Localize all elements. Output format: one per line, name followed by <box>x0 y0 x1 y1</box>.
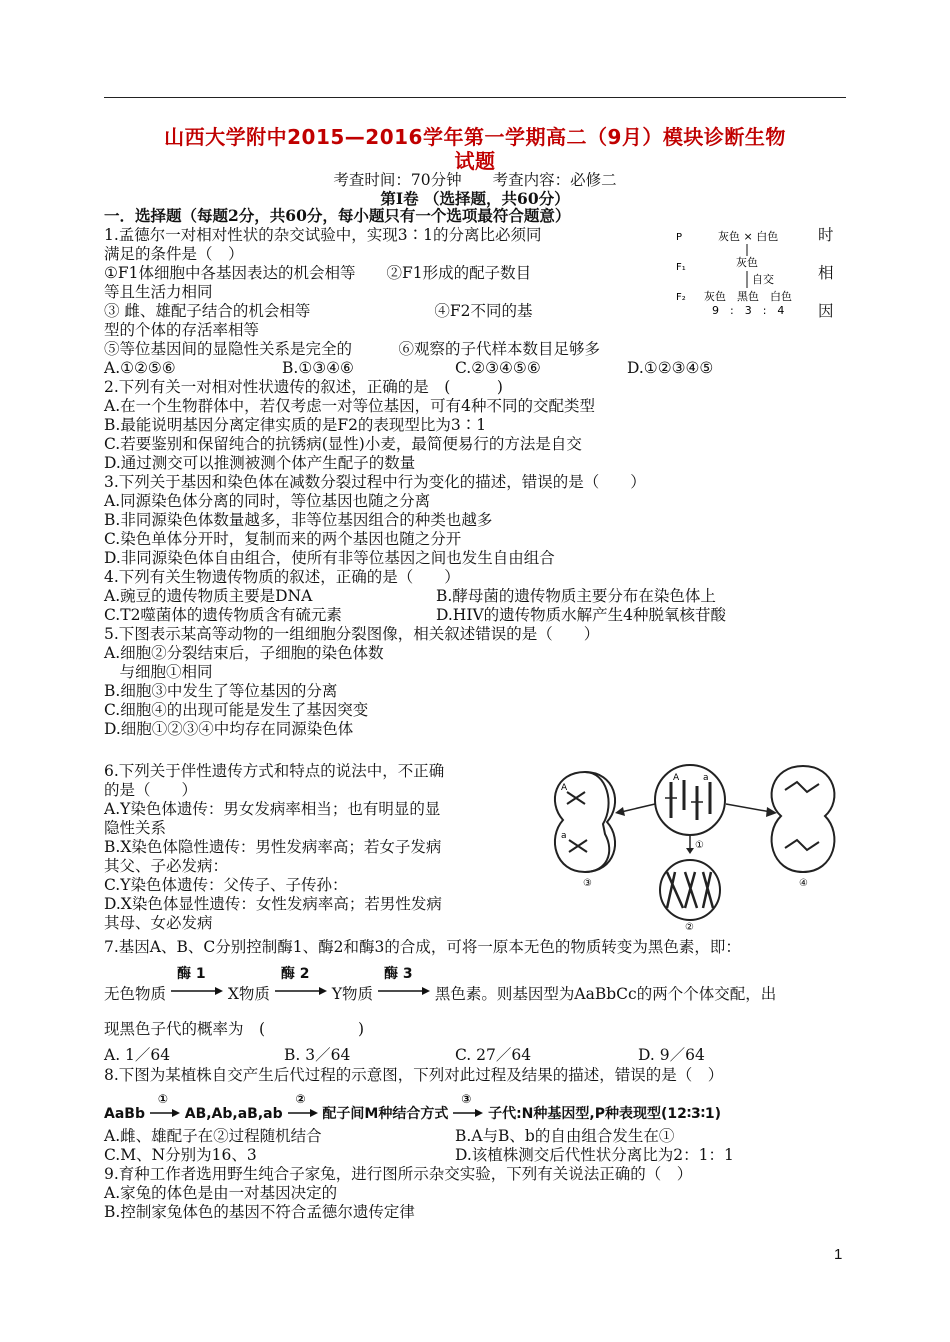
q4-stem: 4.下列有关生物遗传物质的叙述，正确的是（ ） <box>104 568 460 586</box>
cell-4 <box>772 766 835 889</box>
q8-offspring: 子代:N种基因型,P种表现型(12∶3∶1) <box>488 1106 721 1122</box>
q5-stem: 5.下图表示某高等动物的一组细胞分裂图像，相关叙述错误的是（ ） <box>104 625 600 643</box>
q7-option-c[interactable]: C. 27／64 <box>455 1046 532 1064</box>
q6-option-b[interactable]: B.X染色体隐性遗传：男性发病率高；若女子发病 <box>104 838 442 856</box>
q8-process-diagram <box>104 1092 721 1124</box>
q9-option-b[interactable]: B.控制家兔体色的基因不符合孟德尔遗传定律 <box>104 1203 415 1221</box>
q1-line-5: ③ 雌、雄配子结合的机会相等 ④F2不同的基 <box>104 302 533 320</box>
q8-parent-genotype: AaBb <box>104 1106 145 1122</box>
header-rule <box>104 97 846 98</box>
q5-option-b[interactable]: B.细胞③中发生了等位基因的分离 <box>104 682 338 700</box>
q2-stem: 2.下列有关一对相对性状遗传的叙述，正确的是 ( ) <box>104 378 503 396</box>
fig1-f1-label: F₁ <box>676 262 686 273</box>
q2-option-d[interactable]: D.通过测交可以推测被测个体产生配子的数量 <box>104 454 416 472</box>
q7-question: 现黑色子代的概率为 ( ) <box>104 1020 365 1038</box>
q7-enzyme-2-arrow <box>275 966 327 1001</box>
q2-option-a[interactable]: A.在一个生物群体中，若仅考虑一对等位基因，可有4种不同的交配类型 <box>104 397 595 415</box>
q4-option-a[interactable]: A.豌豆的遗传物质主要是DNA <box>104 587 313 605</box>
q2-option-b[interactable]: B.最能说明基因分离定律实质的是F2的表现型比为3∶1 <box>104 416 487 434</box>
fig1-selfing: 自交 <box>752 273 774 286</box>
q5-option-c[interactable]: C.细胞④的出现可能是发生了基因突变 <box>104 701 369 719</box>
q5-option-d[interactable]: D.细胞①②③④中均存在同源染色体 <box>104 720 354 738</box>
q6-option-c[interactable]: C.Y染色体遗传：父传子、子传孙： <box>104 876 348 894</box>
q8-combinations: 配子间M种结合方式 <box>322 1106 449 1122</box>
q6-option-d-cont: 其母、女必发病 <box>104 914 213 932</box>
fig1-p-cross: 灰色 × 白色 <box>718 230 779 243</box>
q7-option-b[interactable]: B. 3／64 <box>284 1046 351 1064</box>
cross-diagram <box>670 222 812 318</box>
q3-option-b[interactable]: B.非同源染色体数量越多，非等位基因组合的种类也越多 <box>104 511 493 529</box>
q7-substance-colorless: 无色物质 <box>104 985 167 1003</box>
fig1-f2-values: 灰色 黑色 白色 <box>704 290 792 303</box>
q7-substance-y: Y物质 <box>331 985 374 1003</box>
cell-3-gene-A: A <box>561 783 568 793</box>
q6-stem-line-1: 6.下列关于伴性遗传方式和特点的说法中，不正确 <box>104 762 445 780</box>
cell-1-gene-A: A <box>673 773 680 783</box>
q6-stem-line-2: 的是（ ） <box>104 781 198 799</box>
q1-line-4: 等且生活力相同 <box>104 283 213 301</box>
q6-option-a[interactable]: A.Y染色体遗传：男女发病率相当；也有明显的显 <box>104 800 441 818</box>
q1-option-c[interactable]: C.②③④⑤⑥ <box>455 359 541 377</box>
q7-enzyme-3-label: 酶 3 <box>383 966 413 982</box>
q9-option-a[interactable]: A.家兔的体色是由一对基因决定的 <box>104 1184 338 1202</box>
q2-option-c[interactable]: C.若要鉴别和保留纯合的抗锈病(显性)小麦，最简便易行的方法是自交 <box>104 435 582 453</box>
q1-line-3-end: 相 <box>818 264 834 282</box>
q7-pathway <box>104 966 777 1005</box>
volume-heading: 第Ⅰ卷 （选择题，共60分） <box>380 189 570 208</box>
cell-1 <box>655 765 725 854</box>
cell-3-gene-a: a <box>561 831 567 841</box>
q1-line-3: ①F1体细胞中各基因表达的机会相等 ②F1形成的配子数目 <box>104 264 532 282</box>
q1-line-6: 型的个体的存活率相等 <box>104 321 260 339</box>
q6-option-a-cont: 隐性关系 <box>104 819 167 837</box>
title-line-2: 试题 <box>454 149 496 173</box>
q4-option-c[interactable]: C.T2噬菌体的遗传物质含有硫元素 <box>104 606 342 624</box>
section-heading: 一．选择题（每题2分，共60分，每小题只有一个选项最符合题意） <box>104 206 571 225</box>
cell-3-label: ③ <box>583 878 592 889</box>
q1-option-b[interactable]: B.①③④⑥ <box>282 359 354 377</box>
q8-step-3-arrow <box>453 1092 483 1120</box>
q1-option-d[interactable]: D.①②③④⑤ <box>627 359 714 377</box>
q4-option-b[interactable]: B.酵母菌的遗传物质主要分布在染色体上 <box>436 587 716 605</box>
q3-stem: 3.下列关于基因和染色体在减数分裂过程中行为变化的描述，错误的是（ ） <box>104 473 646 491</box>
fig1-f2-label: F₂ <box>676 292 686 303</box>
q8-stem: 8.下图为某植株自交产生后代过程的示意图，下列对此过程及结果的描述，错误的是（ ） <box>104 1066 724 1084</box>
exam-info: 考查时间：70分钟 考查内容：必修二 <box>333 171 617 189</box>
q1-line-1: 1.孟德尔一对相对性状的杂交试验中，实现3∶1的分离比必须同 <box>104 226 542 244</box>
cell-3 <box>555 772 615 889</box>
q8-step-1-arrow <box>150 1092 180 1120</box>
fig1-f1-value: 灰色 <box>736 256 758 269</box>
q1-line-2: 满足的条件是（ ） <box>104 245 244 263</box>
q8-option-b[interactable]: B.A与B、b的自由组合发生在① <box>455 1127 675 1145</box>
q3-option-c[interactable]: C.染色单体分开时，复制而来的两个基因也随之分开 <box>104 530 462 548</box>
q8-step-1-label: ① <box>157 1092 169 1106</box>
q7-substance-x: X物质 <box>227 985 270 1003</box>
q8-gametes: AB,Ab,aB,ab <box>184 1106 283 1122</box>
q7-option-a[interactable]: A. 1／64 <box>104 1046 171 1064</box>
q4-option-d[interactable]: D.HIV的遗传物质水解产生4种脱氧核苷酸 <box>436 606 726 624</box>
q7-stem: 7.基因A、B、C分别控制酶1、酶2和酶3的合成，可将一原本无色的物质转变为黑色素，即： <box>104 938 741 956</box>
page-number: 1 <box>834 1246 843 1263</box>
q1-line-7: ⑤等位基因间的显隐性关系是完全的 ⑥观察的子代样本数目足够多 <box>104 340 601 358</box>
q5-option-a[interactable]: A.细胞②分裂结束后，子细胞的染色体数 <box>104 644 384 662</box>
q1-line-5-end: 因 <box>818 302 834 320</box>
q1-option-a[interactable]: A.①②⑤⑥ <box>104 359 176 377</box>
q7-enzyme-1-label: 酶 1 <box>176 966 206 982</box>
fig1-ratio: 9 : 3 : 4 <box>712 304 785 317</box>
q8-option-c[interactable]: C.M、N分别为16、3 <box>104 1146 257 1164</box>
cell-division-figure <box>545 752 845 932</box>
fig1-p-label: P <box>676 232 683 243</box>
cell-2 <box>660 860 720 932</box>
q8-option-d[interactable]: D.该植株测交后代性状分离比为2：1：1 <box>455 1146 734 1164</box>
q6-option-b-cont: 其父、子必发病： <box>104 857 229 875</box>
q1-line-1-end: 时 <box>818 226 834 244</box>
cell-1-gene-a: a <box>703 773 709 783</box>
q5-option-a-cont: 与细胞①相同 <box>104 663 213 681</box>
q8-step-3-label: ③ <box>461 1092 472 1106</box>
q7-enzyme-3-arrow <box>378 966 430 1001</box>
q7-substance-melanin: 黑色素。则基因型为AaBbCc的两个个体交配，出 <box>434 985 777 1003</box>
q6-option-d[interactable]: D.X染色体显性遗传：女性发病率高；若男性发病 <box>104 895 442 913</box>
title-line-1: 山西大学附中2015—2016学年第一学期高二（9月）模块诊断生物 <box>164 125 786 149</box>
q3-option-d[interactable]: D.非同源染色体自由组合，使所有非等位基因之间也发生自由组合 <box>104 549 555 567</box>
cell-1-label: ① <box>695 840 704 851</box>
q8-option-a[interactable]: A.雌、雄配子在②过程随机结合 <box>104 1127 322 1145</box>
q8-step-2-arrow <box>288 1092 318 1120</box>
cell-2-label: ② <box>685 922 694 932</box>
q3-option-a[interactable]: A.同源染色体分离的同时，等位基因也随之分离 <box>104 492 431 510</box>
q9-stem: 9.育种工作者选用野生纯合子家兔，进行图所示杂交实验，下列有关说法正确的（ ） <box>104 1165 693 1183</box>
q7-enzyme-1-arrow <box>171 966 223 1001</box>
q7-enzyme-2-label: 酶 2 <box>280 966 310 982</box>
q8-step-2-label: ② <box>295 1092 306 1106</box>
q7-option-d[interactable]: D. 9／64 <box>638 1046 705 1064</box>
cell-4-label: ④ <box>799 878 808 889</box>
